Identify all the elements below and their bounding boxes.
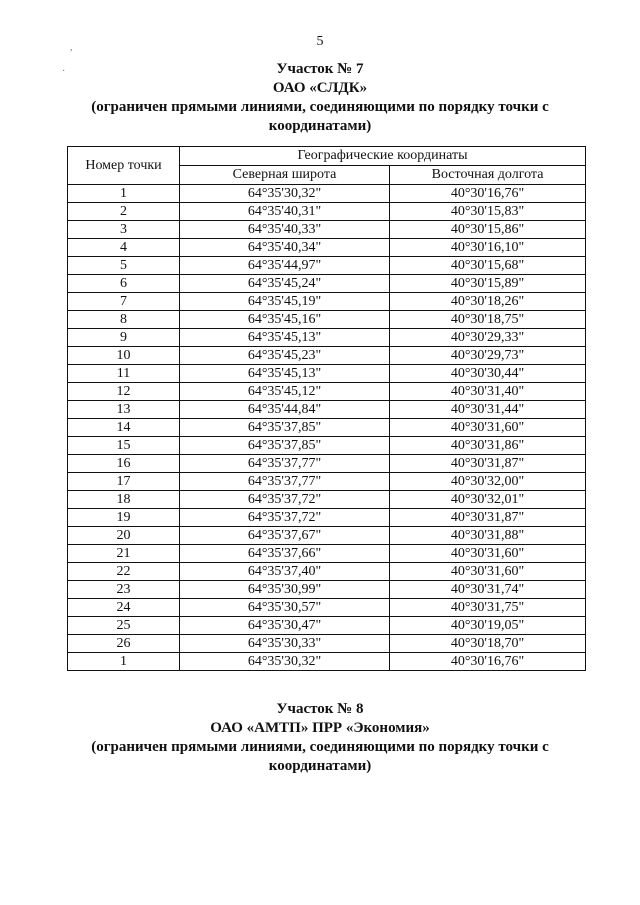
point-number-cell: 7 — [68, 293, 180, 311]
latitude-cell: 64°35'45,13" — [180, 365, 390, 383]
latitude-cell: 64°35'37,67" — [180, 527, 390, 545]
point-number-cell: 24 — [68, 599, 180, 617]
point-number-cell: 6 — [68, 275, 180, 293]
longitude-cell: 40°30'18,75" — [390, 311, 586, 329]
table-row — [68, 401, 586, 419]
latitude-cell: 64°35'37,72" — [180, 491, 390, 509]
latitude-cell: 64°35'30,33" — [180, 635, 390, 653]
longitude-cell: 40°30'31,60" — [390, 563, 586, 581]
point-number-cell: 10 — [68, 347, 180, 365]
coordinates-table — [67, 146, 586, 671]
header-north-latitude: Северная широта — [180, 166, 390, 185]
latitude-cell: 64°35'45,12" — [180, 383, 390, 401]
point-number-cell: 18 — [68, 491, 180, 509]
table-row — [68, 581, 586, 599]
table-row — [68, 275, 586, 293]
longitude-cell: 40°30'31,88" — [390, 527, 586, 545]
longitude-cell: 40°30'31,60" — [390, 419, 586, 437]
table-row — [68, 509, 586, 527]
longitude-cell: 40°30'31,40" — [390, 383, 586, 401]
longitude-cell: 40°30'31,60" — [390, 545, 586, 563]
point-number-cell: 12 — [68, 383, 180, 401]
section-8-description-cont: координатами) — [268, 758, 372, 774]
latitude-cell: 64°35'44,84" — [180, 401, 390, 419]
section-8-heading — [0, 700, 640, 776]
point-number-cell: 11 — [68, 365, 180, 383]
point-number-cell: 4 — [68, 239, 180, 257]
latitude-cell: 64°35'37,66" — [180, 545, 390, 563]
latitude-cell: 64°35'40,31" — [180, 203, 390, 221]
point-number-cell: 9 — [68, 329, 180, 347]
table-row — [68, 185, 586, 203]
latitude-cell: 64°35'45,19" — [180, 293, 390, 311]
point-number-cell: 22 — [68, 563, 180, 581]
point-number-cell: 14 — [68, 419, 180, 437]
longitude-cell: 40°30'16,76" — [390, 185, 586, 203]
longitude-cell: 40°30'15,68" — [390, 257, 586, 275]
longitude-cell: 40°30'16,10" — [390, 239, 586, 257]
section-7-description: (ограничен прямыми линиями, соединяющими по порядку точки с — [91, 99, 549, 115]
point-number-cell: 5 — [68, 257, 180, 275]
table-row — [68, 293, 586, 311]
longitude-cell: 40°30'16,76" — [390, 653, 586, 671]
section-7-heading — [0, 60, 640, 136]
latitude-cell: 64°35'30,32" — [180, 653, 390, 671]
longitude-cell: 40°30'31,86" — [390, 437, 586, 455]
latitude-cell: 64°35'40,33" — [180, 221, 390, 239]
latitude-cell: 64°35'45,16" — [180, 311, 390, 329]
point-number-cell: 15 — [68, 437, 180, 455]
longitude-cell: 40°30'19,05" — [390, 617, 586, 635]
point-number-cell: 21 — [68, 545, 180, 563]
section-7-description-cont: координатами) — [268, 118, 372, 134]
latitude-cell: 64°35'37,85" — [180, 419, 390, 437]
longitude-cell: 40°30'18,70" — [390, 635, 586, 653]
longitude-cell: 40°30'31,74" — [390, 581, 586, 599]
table-row — [68, 635, 586, 653]
table-row — [68, 203, 586, 221]
latitude-cell: 64°35'30,99" — [180, 581, 390, 599]
section-8-title: Участок № 8 — [276, 701, 364, 717]
longitude-cell: 40°30'30,44" — [390, 365, 586, 383]
point-number-cell: 25 — [68, 617, 180, 635]
table-row — [68, 221, 586, 239]
latitude-cell: 64°35'30,47" — [180, 617, 390, 635]
point-number-cell: 20 — [68, 527, 180, 545]
point-number-cell: 1 — [68, 185, 180, 203]
section-7-company: ОАО «СЛДК» — [272, 80, 368, 96]
latitude-cell: 64°35'45,13" — [180, 329, 390, 347]
table-row — [68, 563, 586, 581]
longitude-cell: 40°30'31,75" — [390, 599, 586, 617]
scan-speck: · — [62, 66, 66, 77]
table-row — [68, 347, 586, 365]
table-row — [68, 491, 586, 509]
table-row — [68, 365, 586, 383]
latitude-cell: 64°35'44,97" — [180, 257, 390, 275]
scan-speck: , — [70, 42, 73, 53]
longitude-cell: 40°30'15,86" — [390, 221, 586, 239]
point-number-cell: 23 — [68, 581, 180, 599]
point-number-cell: 17 — [68, 473, 180, 491]
table-row — [68, 419, 586, 437]
section-7-title: Участок № 7 — [276, 61, 364, 77]
latitude-cell: 64°35'30,32" — [180, 185, 390, 203]
point-number-cell: 3 — [68, 221, 180, 239]
longitude-cell: 40°30'15,83" — [390, 203, 586, 221]
point-number-cell: 1 — [68, 653, 180, 671]
point-number-cell: 13 — [68, 401, 180, 419]
table-row — [68, 599, 586, 617]
longitude-cell: 40°30'32,00" — [390, 473, 586, 491]
point-number-cell: 2 — [68, 203, 180, 221]
point-number-cell: 19 — [68, 509, 180, 527]
header-geo-coordinates: Географические координаты — [180, 147, 586, 166]
latitude-cell: 64°35'30,57" — [180, 599, 390, 617]
table-row — [68, 437, 586, 455]
table-row — [68, 455, 586, 473]
point-number-cell: 26 — [68, 635, 180, 653]
latitude-cell: 64°35'45,24" — [180, 275, 390, 293]
header-point-number: Номер точки — [68, 147, 180, 185]
latitude-cell: 64°35'37,40" — [180, 563, 390, 581]
table-row — [68, 383, 586, 401]
longitude-cell: 40°30'31,87" — [390, 509, 586, 527]
table-row — [68, 311, 586, 329]
table-row — [68, 257, 586, 275]
table-row — [68, 473, 586, 491]
latitude-cell: 64°35'37,85" — [180, 437, 390, 455]
table-row — [68, 617, 586, 635]
point-number-cell: 16 — [68, 455, 180, 473]
table-row — [68, 329, 586, 347]
table-row — [68, 545, 586, 563]
section-8-description: (ограничен прямыми линиями, соединяющими по порядку точки с — [91, 739, 549, 755]
latitude-cell: 64°35'37,77" — [180, 455, 390, 473]
latitude-cell: 64°35'40,34" — [180, 239, 390, 257]
longitude-cell: 40°30'29,33" — [390, 329, 586, 347]
latitude-cell: 64°35'45,23" — [180, 347, 390, 365]
table-row — [68, 653, 586, 671]
coordinates-body — [68, 185, 586, 671]
longitude-cell: 40°30'31,87" — [390, 455, 586, 473]
longitude-cell: 40°30'18,26" — [390, 293, 586, 311]
longitude-cell: 40°30'31,44" — [390, 401, 586, 419]
point-number-cell: 8 — [68, 311, 180, 329]
latitude-cell: 64°35'37,77" — [180, 473, 390, 491]
table-row — [68, 239, 586, 257]
longitude-cell: 40°30'15,89" — [390, 275, 586, 293]
page-number: 5 — [316, 34, 324, 49]
longitude-cell: 40°30'32,01" — [390, 491, 586, 509]
longitude-cell: 40°30'29,73" — [390, 347, 586, 365]
section-8-company: ОАО «АМТП» ПРР «Экономия» — [210, 720, 430, 736]
latitude-cell: 64°35'37,72" — [180, 509, 390, 527]
header-east-longitude: Восточная долгота — [390, 166, 586, 185]
table-row — [68, 527, 586, 545]
